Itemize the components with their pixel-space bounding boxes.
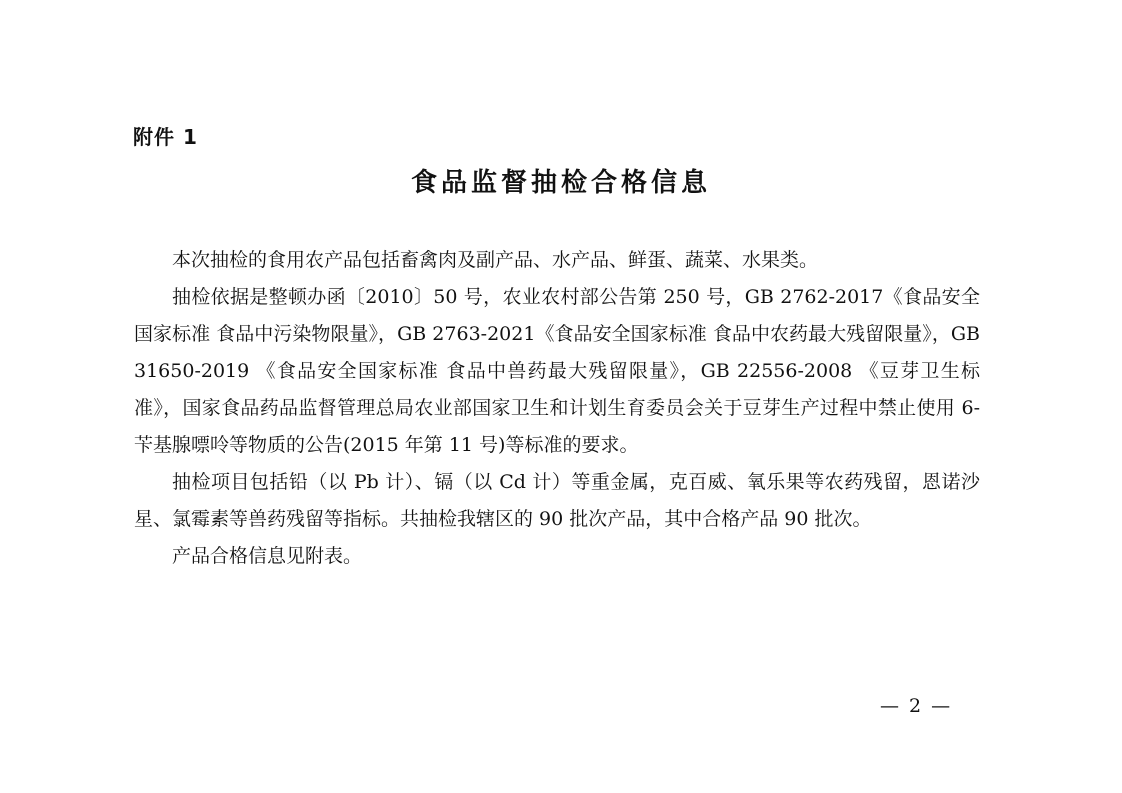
paragraph-basis: 抽检依据是整顿办函〔2010〕50 号，农业农村部公告第 250 号，GB 2762-2017《食品安全国家标准 食品中污染物限量》，GB 2763-2021《食品安全国家标准 食品中农药最大残留限量》，GB 31650-2019 《食品安全国家标准 食品中兽药最大残留限量》，GB 22556-2008 《豆芽卫生标准》，国家食品药品监督管理总局农业部国家卫生和计划生育委员会关于豆芽生产过程中禁止使用 6-苄基腺嘌呤等物质的公告(2015 年第 11 号)等标准的要求。	[134, 286, 980, 456]
document-body	[134, 242, 980, 575]
paragraph-items: 抽检项目包括铅（以 Pb 计）、镉（以 Cd 计）等重金属，克百威、氧乐果等农药残留，恩诺沙星、氯霉素等兽药残留等指标。共抽检我辖区的 90 批次产品，其中合格产品 90 批次。	[134, 471, 980, 530]
document-title: 食品监督抽检合格信息	[410, 168, 711, 198]
paragraph-appendix-note: 产品合格信息见附表。	[172, 545, 363, 567]
attachment-label: 附件 1	[133, 125, 198, 149]
paragraph-scope: 本次抽检的食用农产品包括畜禽肉及副产品、水产品、鲜蛋、蔬菜、水果类。	[172, 249, 819, 271]
page-number: — 2 —	[880, 695, 953, 717]
